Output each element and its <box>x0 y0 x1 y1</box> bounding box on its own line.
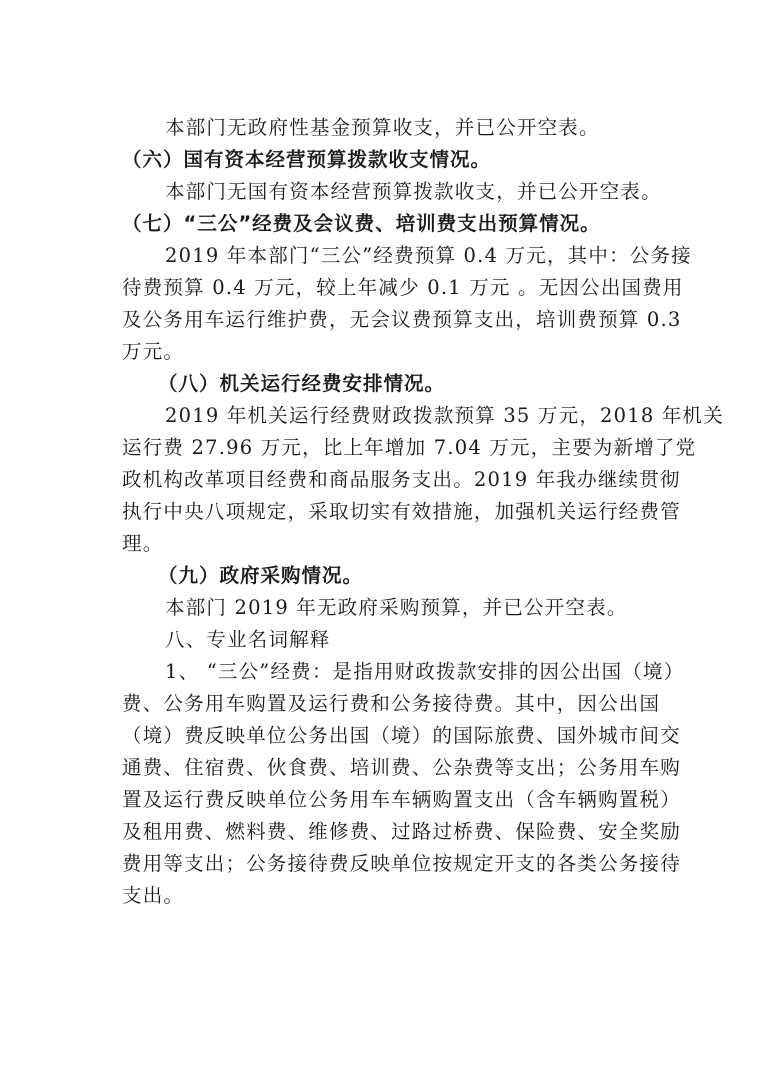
paragraph-line: 万元。 <box>122 340 185 363</box>
section-heading: （九）政府采购情况。 <box>158 564 364 587</box>
paragraph-line: 2019 年机关运行经费财政拨款预算 35 万元，2018 年机关 <box>165 404 724 427</box>
paragraph-line: 待费预算 0.4 万元，较上年减少 0.1 万元 。无因公出国费用 <box>122 276 684 299</box>
chapter-heading: 八、专业名词解释 <box>165 628 331 651</box>
section-heading: （八）机关运行经费安排情况。 <box>158 372 446 395</box>
section-heading: （七）“三公”经费及会议费、培训费支出预算情况。 <box>122 212 601 235</box>
paragraph-line: 执行中央八项规定，采取切实有效措施，加强机关运行经费管 <box>122 500 681 523</box>
paragraph-line: 及公务用车运行维护费，无会议费预算支出，培训费预算 0.3 <box>122 308 682 331</box>
paragraph-line: 政机构改革项目经费和商品服务支出。2019 年我办继续贯彻 <box>122 468 681 491</box>
paragraph-line: 本部门 2019 年无政府采购预算，并已公开空表。 <box>165 596 628 619</box>
document-body <box>122 112 724 912</box>
paragraph-line: 通费、住宿费、伙食费、培训费、公杂费等支出；公务用车购 <box>122 756 681 779</box>
paragraph-line: 运行费 27.96 万元，比上年增加 7.04 万元，主要为新增了党 <box>122 436 697 459</box>
paragraph-line: 1、 “三公”经费：是指用财政拨款安排的因公出国（境） <box>165 660 685 683</box>
paragraph-line: 本部门无国有资本经营预算拨款收支，并已公开空表。 <box>165 180 662 203</box>
paragraph-line: 2019 年本部门“三公”经费预算 0.4 万元，其中：公务接 <box>165 244 692 267</box>
paragraph-line: 费用等支出；公务接待费反映单位按规定开支的各类公务接待 <box>122 852 681 875</box>
paragraph-line: 本部门无政府性基金预算收支，并已公开空表。 <box>165 116 600 139</box>
section-heading: （六）国有资本经营预算拨款收支情况。 <box>122 148 492 171</box>
paragraph-line: 费、公务用车购置及运行费和公务接待费。其中，因公出国 <box>122 692 661 715</box>
paragraph-line: 支出。 <box>122 884 185 907</box>
paragraph-line: 理。 <box>122 532 164 555</box>
paragraph-line: （境）费反映单位公务出国（境）的国际旅费、国外城市间交 <box>122 724 681 747</box>
paragraph-line: 置及运行费反映单位公务用车车辆购置支出（含车辆购置税） <box>122 788 681 811</box>
paragraph-line: 及租用费、燃料费、维修费、过路过桥费、保险费、安全奖励 <box>122 820 681 843</box>
